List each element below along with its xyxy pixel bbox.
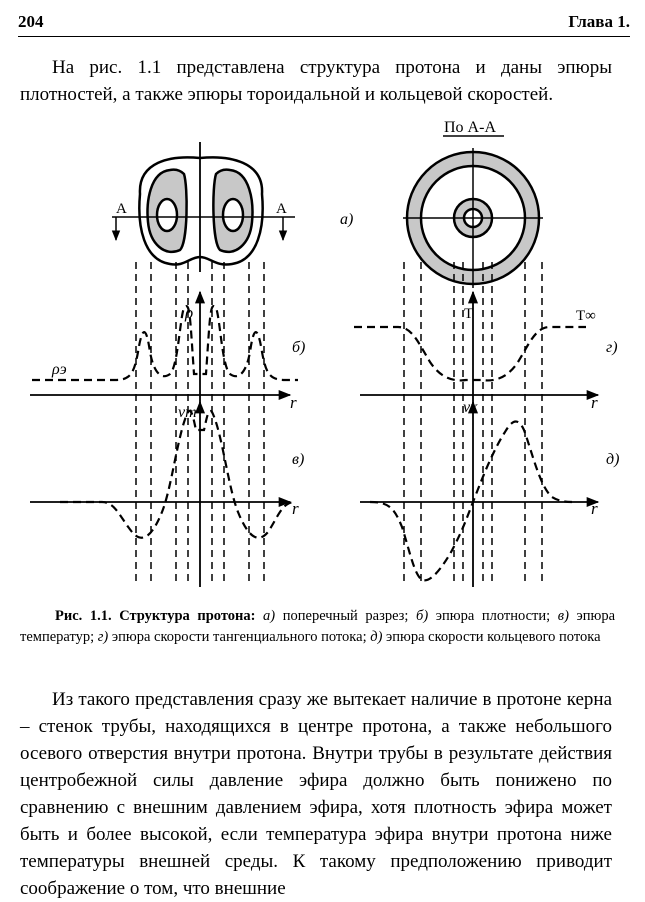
r-axis-label-v: r <box>292 499 299 518</box>
paragraph-intro: На рис. 1.1 представлена структура протона и даны эпюры плотностей, а также эпюры тороидальной и кольцевой скоростей. <box>20 57 612 105</box>
t-label: Т <box>464 306 474 322</box>
r-axis-label-d: r <box>591 499 598 518</box>
page-number: 204 <box>18 12 44 31</box>
chapter-title: Глава 1. <box>568 12 630 31</box>
temperature-plot <box>354 292 598 412</box>
cross-section-view <box>112 142 295 272</box>
caption-letter-d: д) <box>370 629 383 645</box>
caption-letter-a: а) <box>263 608 276 624</box>
section-mark-right: А <box>276 201 287 217</box>
page-header <box>18 8 630 37</box>
v-t-label: vт <box>178 404 197 421</box>
t-inf-label: Т∞ <box>576 308 596 324</box>
caption-letter-g: г) <box>97 629 109 645</box>
r-axis-label-g: r <box>591 393 598 412</box>
caption-text-a: поперечный разрез; <box>275 608 417 624</box>
projection-lines <box>136 262 542 582</box>
figure-caption <box>20 606 615 648</box>
panel-label-g: г) <box>606 339 618 356</box>
paragraph-body: Из такого представления сразу же вытекает наличие в протоне керна – стенок трубы, находящихся в центре протона, а также небольшого осевого отверстия внутри протона. Внутри трубы в результате действия центробежной силы давление эфира должно быть понижено по сравнению с внешним давлением эфира, хотя плотность эфира может быть и более высокой, если температура эфира внутри протона ниже температуры внешней среды. К такому предположению приводит соображение о том, что внешние <box>20 689 612 899</box>
panel-label-d: д) <box>606 451 620 468</box>
ring-velocity-plot <box>360 399 598 587</box>
section-view-label: По А-А <box>444 119 496 136</box>
density-plot <box>30 292 298 412</box>
caption-letter-b: б) <box>416 608 429 624</box>
rho-e-label: ρэ <box>52 361 67 378</box>
r-axis-label-b: r <box>290 393 297 412</box>
rho-label: ρ <box>185 303 194 322</box>
section-mark-left: А <box>116 201 127 217</box>
panel-label-v: в) <box>292 451 305 468</box>
ring-section-view <box>403 148 543 288</box>
caption-text-b: эпюра плотности; <box>428 608 558 624</box>
proton-structure-figure <box>20 112 620 602</box>
panel-label-b: б) <box>292 339 306 356</box>
caption-text-d: эпюра скорости кольцевого потока <box>382 629 601 645</box>
caption-text-v: эпюра температур; <box>20 608 616 645</box>
panel-label-a: а) <box>340 211 354 228</box>
caption-text-g: эпюра скорости тангенциального потока; <box>108 629 371 645</box>
caption-lead: Рис. 1.1. Структура протона: <box>55 608 256 624</box>
caption-letter-v: в) <box>557 608 569 624</box>
tangential-velocity-plot <box>30 402 299 587</box>
v-k-label: vк <box>463 399 478 416</box>
